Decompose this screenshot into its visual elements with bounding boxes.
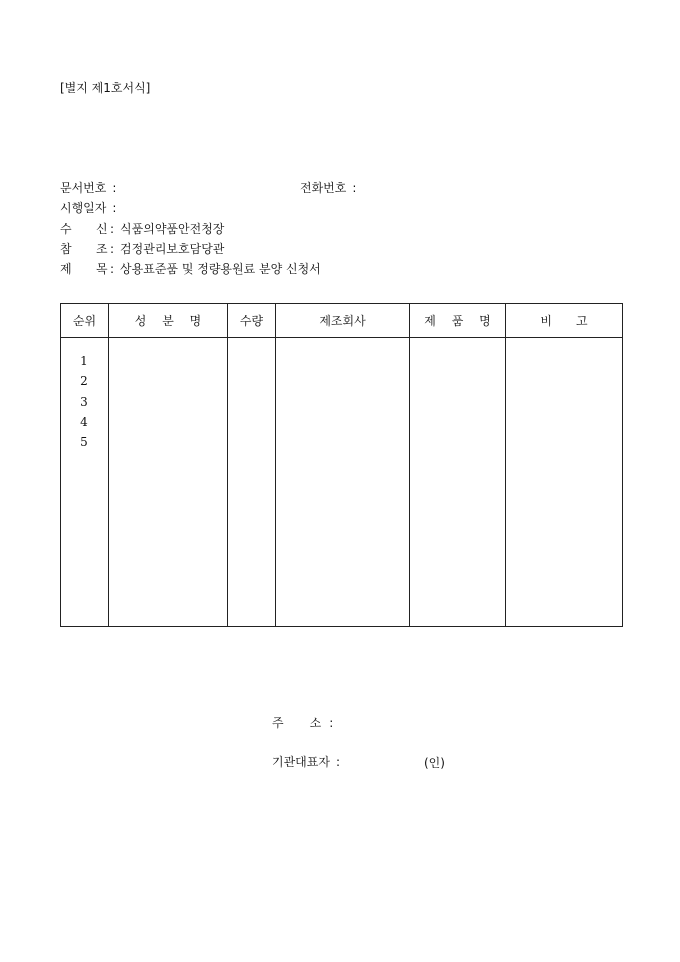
- representative-label: 기관대표자: [272, 755, 330, 769]
- column-header-remarks: 비 고: [506, 304, 623, 338]
- colon: :: [112, 181, 117, 195]
- table-body-row: [61, 338, 623, 627]
- address-field: [272, 715, 339, 731]
- sequence-list: [61, 338, 107, 452]
- subject-field: [60, 261, 321, 277]
- reference-value[interactable]: 검정관리보호담당관: [120, 242, 225, 256]
- table-header-row: [61, 304, 623, 338]
- seal-mark: (인): [424, 756, 445, 770]
- reference-field: [60, 241, 224, 257]
- remarks-cell[interactable]: [506, 338, 623, 627]
- reference-label: 참 조: [60, 242, 108, 256]
- column-header-ingredient: 성 분 명: [109, 304, 228, 338]
- sequence-number: 1: [80, 354, 88, 368]
- items-table: [60, 303, 623, 627]
- column-header-rank: 순위: [61, 304, 109, 338]
- phone-field: [300, 180, 362, 196]
- address-label-a: 주: [272, 716, 284, 730]
- sequence-number: 4: [80, 414, 88, 429]
- colon: :: [112, 201, 117, 215]
- ingredient-cell[interactable]: [109, 338, 228, 627]
- colon: :: [329, 716, 334, 730]
- sequence-number: 2: [80, 374, 88, 389]
- quantity-cell[interactable]: [228, 338, 276, 627]
- subject-value[interactable]: 상용표준품 및 정량용원료 분양 신청서: [120, 262, 321, 276]
- colon: :: [110, 242, 115, 256]
- address-label-b: 소: [309, 716, 322, 730]
- product-cell[interactable]: [410, 338, 506, 627]
- doc-number-label: 문서번호: [60, 181, 107, 195]
- column-header-quantity: 수량: [228, 304, 276, 338]
- colon: :: [335, 755, 341, 769]
- form-title: [별지 제1호서식]: [60, 81, 151, 95]
- doc-number-field: [60, 180, 122, 196]
- colon: :: [352, 181, 357, 195]
- recipient-field: [60, 221, 224, 237]
- colon: :: [110, 262, 115, 276]
- column-header-manufacturer: 제조회사: [276, 304, 410, 338]
- sequence-number: 3: [80, 394, 88, 409]
- representative-field: [272, 754, 346, 770]
- manufacturer-cell[interactable]: [276, 338, 410, 627]
- date-field: [60, 200, 122, 216]
- recipient-label: 수 신: [60, 222, 108, 236]
- column-header-product: 제 품 명: [410, 304, 506, 338]
- phone-label: 전화번호: [300, 181, 347, 195]
- date-label: 시행일자: [60, 201, 107, 215]
- rank-cell: [61, 338, 109, 627]
- sequence-number: 5: [80, 435, 88, 450]
- colon: :: [110, 222, 115, 236]
- subject-label: 제 목: [60, 262, 108, 276]
- recipient-value[interactable]: 식품의약품안전청장: [120, 222, 225, 236]
